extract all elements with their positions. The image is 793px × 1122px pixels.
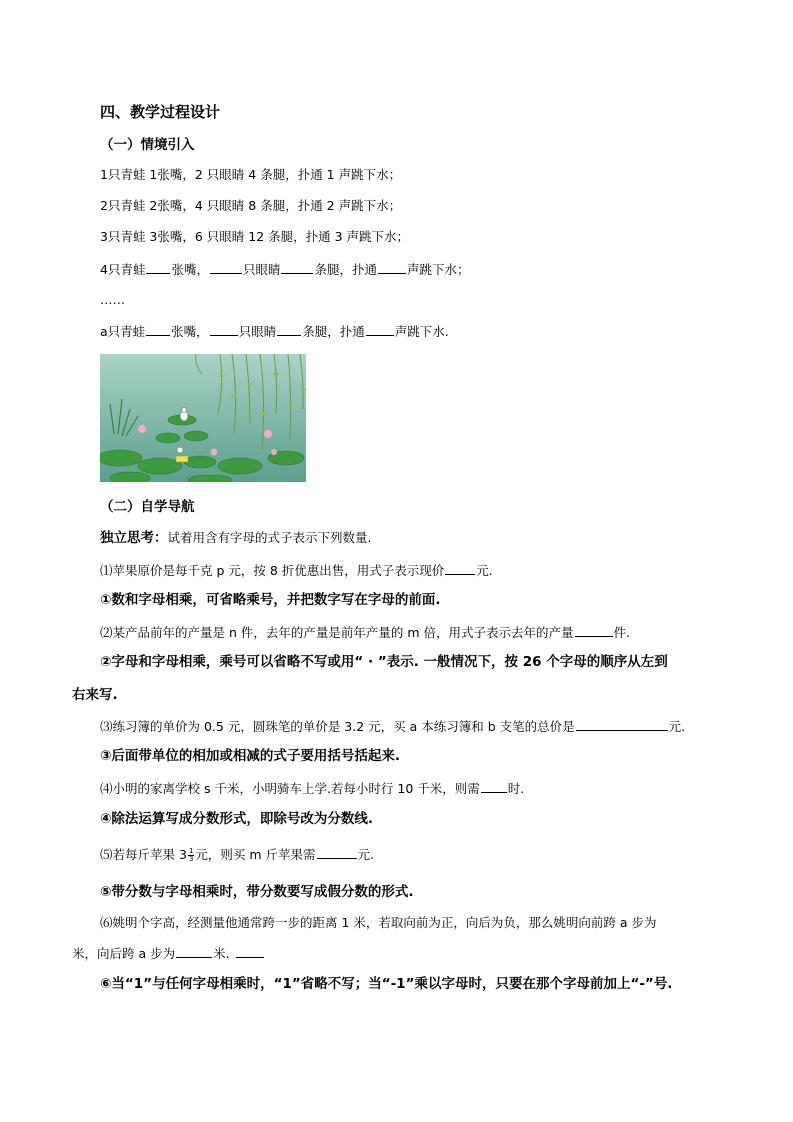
answer-blank[interactable] — [378, 260, 406, 274]
question-5: ⑸若每斤苹果 3 $\frac{1}{3}$ 元，则买 m 斤苹果需 元. — [100, 847, 375, 863]
question-4: ⑷小明的家离学校 s 千米，小明骑车上学.若每小时行 10 千米，则需 时. — [100, 781, 525, 796]
rule-2-line-1: ②字母和字母相乘，乘号可以省略不写或用“ · ”表示. 一般情况下，按 26 个字母的顺序从左到 — [100, 654, 668, 670]
answer-blank[interactable] — [445, 561, 475, 575]
frog-line-4: 4只青蛙 张嘴， 只眼睛 条腿，扑通 声跳下水； — [100, 262, 470, 277]
frog-line-3: 3只青蛙 3张嘴，6 只眼睛 12 条腿，扑通 3 声跳下水； — [100, 229, 410, 244]
ellipsis: …… — [100, 292, 125, 307]
frog-line-1: 1只青蛙 1张嘴，2 只眼睛 4 条腿，扑通 1 声跳下水； — [100, 167, 402, 182]
question-6-line-2: 米，向后跨 a 步为 米. — [72, 944, 265, 963]
question-1: ⑴苹果原价是每千克 p 元，按 8 折优惠出售，用式子表示现价 元. — [100, 563, 493, 578]
question-6-line-1: ⑹姚明个字高，经测量他通常跨一步的距离 1 米，若取向前为正，向后为负，那么姚明向前跨 a 步为 — [100, 915, 657, 930]
question-2: ⑵某产品前年的产量是 n 件，去年的产量是前年产量的 m 倍，用式子表示去年的产量 件. — [100, 625, 630, 640]
rule-3: ③后面带单位的相加或相减的式子要用括号括起来. — [100, 748, 401, 764]
answer-blank[interactable] — [281, 260, 313, 274]
frog-line-2: 2只青蛙 2张嘴，4 只眼睛 8 条腿，扑通 2 声跳下水； — [100, 198, 402, 213]
think-prompt: 独立思考：试着用含有字母的式子表示下列数量. — [100, 530, 372, 546]
section-title: 四、教学过程设计 — [100, 103, 221, 121]
frog-line-a: a只青蛙 张嘴， 只眼睛 条腿，扑通 声跳下水. — [100, 324, 449, 339]
answer-blank[interactable] — [576, 717, 668, 731]
question-3: ⑶练习簿的单价为 0.5 元，圆珠笔的单价是 3.2 元，买 a 本练习簿和 b 支笔的总价是 元. — [100, 719, 686, 734]
answer-blank[interactable] — [146, 260, 170, 274]
mixed-fraction: $\frac{1}{3}$ — [188, 847, 194, 863]
part2-title: （二）自学导航 — [100, 499, 195, 515]
answer-blank[interactable] — [236, 944, 264, 958]
answer-blank[interactable] — [481, 779, 507, 793]
answer-blank[interactable] — [366, 322, 394, 336]
answer-blank[interactable] — [210, 260, 242, 274]
part1-title: （一）情境引入 — [100, 137, 195, 153]
answer-blank[interactable] — [575, 623, 613, 637]
rule-2-line-2: 右来写. — [72, 687, 118, 703]
rule-5: ⑤带分数与字母相乘时，带分数要写成假分数的形式. — [100, 884, 414, 900]
answer-blank[interactable] — [277, 322, 301, 336]
rule-4: ④除法运算写成分数形式，即除号改为分数线. — [100, 811, 374, 827]
answer-blank[interactable] — [317, 845, 357, 859]
rule-6: ⑥当“1”与任何字母相乘时，“1”省略不写；当“-1”乘以字母时，只要在那个字母前加上“-”号. — [100, 976, 673, 992]
answer-blank[interactable] — [146, 322, 170, 336]
answer-blank[interactable] — [176, 944, 212, 958]
frog-pond-image — [100, 354, 306, 482]
think-label: 独立思考： — [100, 530, 168, 546]
answer-blank[interactable] — [210, 322, 238, 336]
rule-1: ①数和字母相乘，可省略乘号，并把数字写在字母的前面. — [100, 592, 441, 608]
